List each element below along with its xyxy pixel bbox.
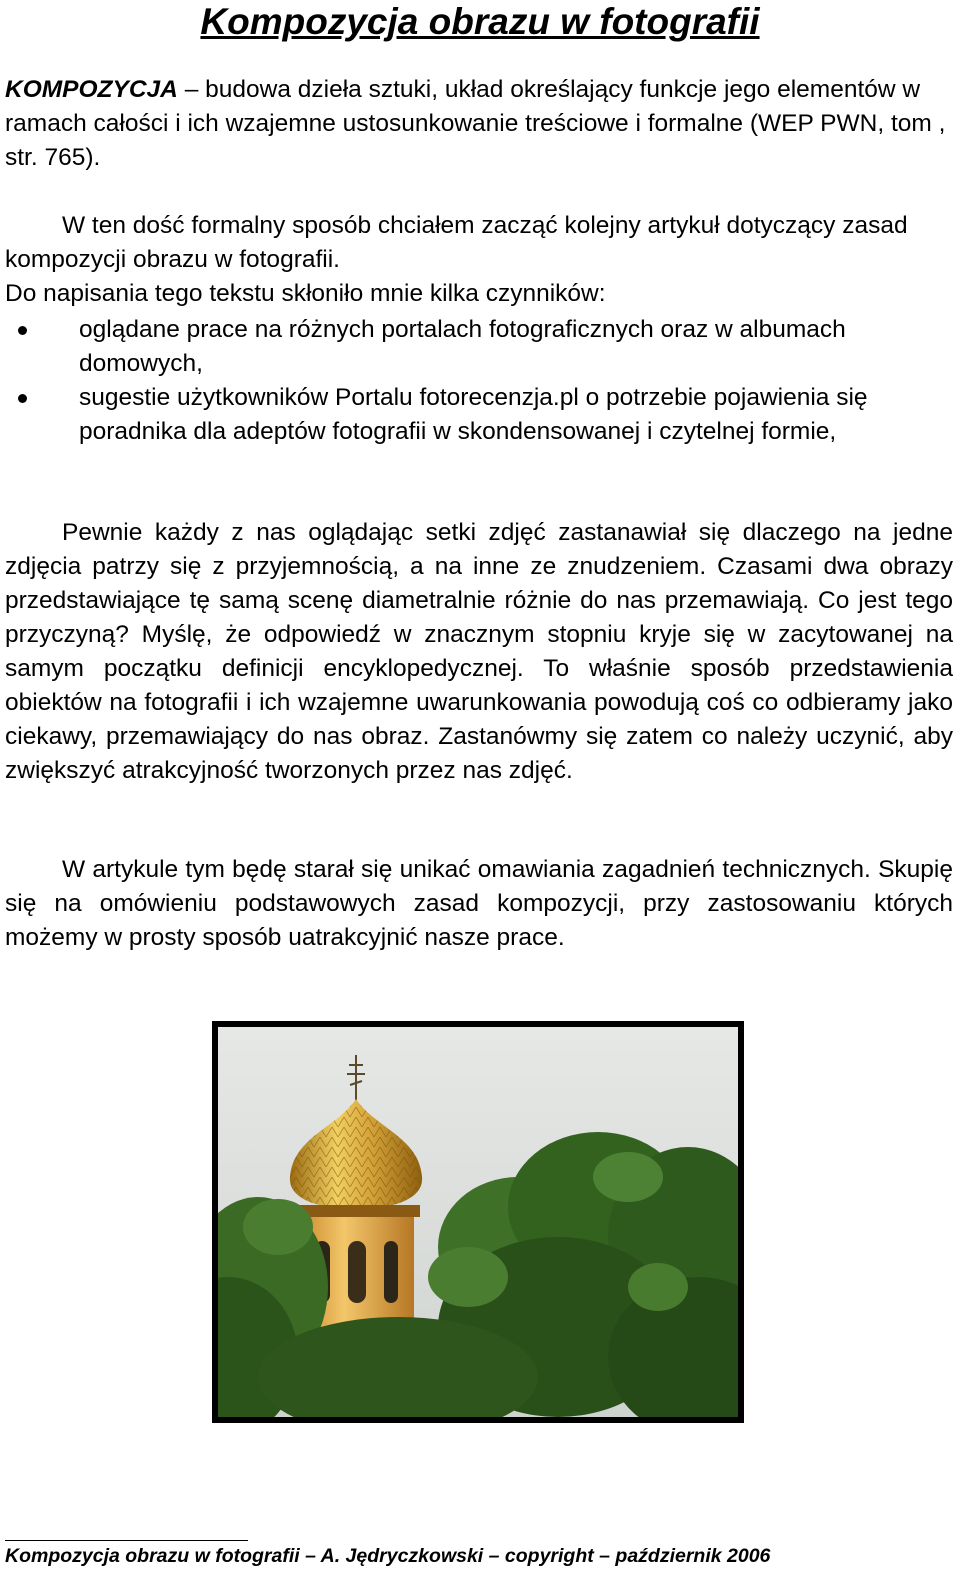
definition-paragraph (5, 73, 953, 175)
list-item: sugestie użytkowników Portalu fotorecenzja.pl o potrzebie pojawienia się poradnika dla adeptów fotografii w skondensowanej i czytelnej formie, (0, 381, 955, 449)
page-footer: Kompozycja obrazu w fotografii – A. Jędryczkowski – copyright – październik 2006 (5, 1545, 771, 1567)
footer-divider (5, 1540, 248, 1541)
definition-text: – budowa dzieła sztuki, układ określający funkcje jego elementów w ramach całości i ich wzajemne ustosunkowanie treściowe i formalne (WEP PWN, tom , str. 765). (5, 76, 946, 171)
reasons-list (0, 313, 955, 449)
definition-term: KOMPOZYCJA (5, 76, 178, 103)
body-paragraph-1: Pewnie każdy z nas oglądając setki zdjęć zastanawiał się dlaczego na jedne zdjęcia patrzy się z przyjemnością, a na inne ze znudzeniem. Czasami dwa obrazy przedstawiające tę samą scenę diametralnie różnie do nas przemawiają. Co jest tego przyczyną? Myślę, że odpowiedź w znacznym stopniu kryje się w zacytowanej na samym początku definicji encyklopedycznej. To właśnie sposób przedstawienia obiektów na fotografii i ich wzajemne uwarunkowania powodują coś co odbieramy jako ciekawy, przemawiający do nas obraz. Zastanówmy się zatem co należy uczynić, aby zwiększyć atrakcyjność tworzonych przez nas zdjęć. (5, 519, 953, 784)
body-paragraph-2: W artykule tym będę starał się unikać omawiania zagadnień technicznych. Skupię się na omówieniu podstawowych zasad kompozycji, przy zastosowaniu których możemy w prosty sposób uatrakcyjnić nasze prace. (5, 856, 953, 951)
intro-lead-line: Do napisania tego tekstu skłoniło mnie kilka czynników: (5, 280, 606, 307)
list-item: oglądane prace na różnych portalach fotograficznych oraz w albumach domowych, (0, 313, 955, 381)
page-title: Kompozycja obrazu w fotografii (200, 1, 760, 42)
intro-paragraph: W ten dość formalny sposób chciałem zacząć kolejny artykuł dotyczący zasad kompozycji obrazu w fotografii. (5, 212, 908, 273)
church-dome-image (218, 1027, 738, 1417)
church-dome-photo (212, 1021, 744, 1423)
